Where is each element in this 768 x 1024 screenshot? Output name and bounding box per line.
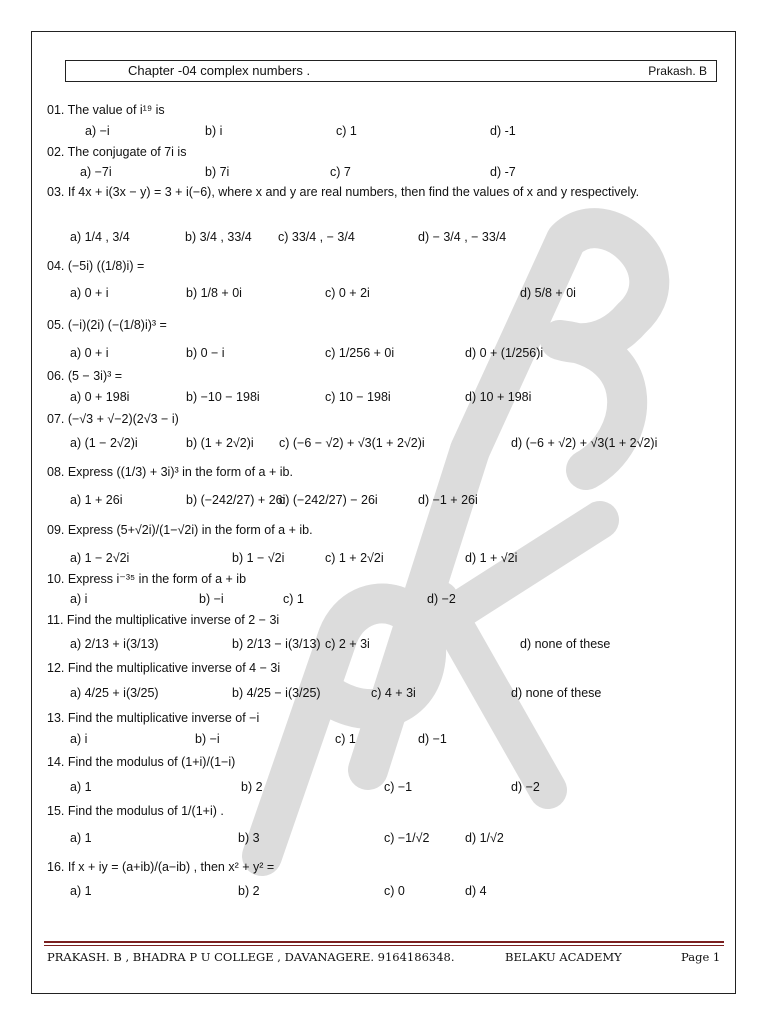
option-d: d) none of these [520, 637, 611, 651]
option-d: d) 4 [465, 884, 487, 898]
option-a: a) 0 + 198i [70, 390, 130, 404]
chapter-title: Chapter -04 complex numbers . [128, 63, 311, 78]
option-b: b) 2 [241, 780, 263, 794]
footer-divider [44, 945, 724, 946]
question-05: 05. (−i)(2i) (−(1/8)i)³ = [47, 318, 167, 332]
option-b: b) 2 [238, 884, 260, 898]
question-16: 16. If x + iy = (a+ib)/(a−ib) , then x² + y² = [47, 860, 275, 874]
author-name: Prakash. B [648, 64, 707, 78]
option-d: d) −1 [418, 732, 447, 746]
question-15: 15. Find the modulus of 1/(1+i) . [47, 804, 224, 818]
option-b: b) 3 [238, 831, 260, 845]
question-04: 04. (−5i) ((1/8)i) = [47, 259, 145, 273]
option-c: c) −1 [384, 780, 413, 794]
option-c: c) 2 + 3i [325, 637, 370, 651]
option-c: c) −1/√2 [384, 831, 430, 845]
footer-college: PRAKASH. B , BHADRA P U COLLEGE , DAVANAGERE. 9164186348. [47, 950, 455, 964]
option-a: a) i [70, 592, 88, 606]
option-d: d) none of these [511, 686, 602, 700]
question-13: 13. Find the multiplicative inverse of −i [47, 711, 260, 725]
option-c: c) 1 [283, 592, 304, 606]
option-c: c) 33/4 , − 3/4 [278, 230, 355, 244]
question-06: 06. (5 − 3i)³ = [47, 369, 123, 383]
option-b: b) −10 − 198i [186, 390, 260, 404]
option-d: d) -7 [490, 165, 516, 179]
option-b: b) 4/25 − i(3/25) [232, 686, 321, 700]
option-d: d) 5/8 + 0i [520, 286, 576, 300]
option-b: b) 7i [205, 165, 230, 179]
option-c: c) (−6 − √2) + √3(1 + 2√2)i [279, 436, 425, 450]
option-b: b) i [205, 124, 223, 138]
option-a: a) 1 [70, 831, 92, 845]
question-12: 12. Find the multiplicative inverse of 4 − 3i [47, 661, 281, 675]
footer-divider [44, 941, 724, 943]
option-d: d) − 3/4 , − 33/4 [418, 230, 507, 244]
question-08: 08. Express ((1/3) + 3i)³ in the form of a + ib. [47, 465, 293, 479]
option-d: d) (−6 + √2) + √3(1 + 2√2)i [511, 436, 658, 450]
option-a: a) 2/13 + i(3/13) [70, 637, 159, 651]
option-c: c) 1/256 + 0i [325, 346, 395, 360]
option-a: a) 0 + i [70, 346, 109, 360]
option-a: a) i [70, 732, 88, 746]
footer-page-number: Page 1 [681, 950, 721, 964]
option-a: a) 1 [70, 884, 92, 898]
option-a: a) 1 − 2√2i [70, 551, 130, 565]
option-d: d) 1/√2 [465, 831, 504, 845]
option-d: d) −1 + 26i [418, 493, 478, 507]
question-02: 02. The conjugate of 7i is [47, 145, 187, 159]
option-c: c) (−242/27) − 26i [279, 493, 378, 507]
option-b: b) 3/4 , 33/4 [185, 230, 252, 244]
option-a: a) 1 + 26i [70, 493, 123, 507]
question-01: 01. The value of i¹⁹ is [47, 103, 165, 117]
option-d: d) -1 [490, 124, 516, 138]
chapter-header [65, 60, 717, 82]
option-b: b) 0 − i [186, 346, 225, 360]
option-b: b) (−242/27) + 26i [186, 493, 286, 507]
option-d: d) 0 + (1/256)i [465, 346, 544, 360]
question-11: 11. Find the multiplicative inverse of 2 − 3i [47, 613, 280, 627]
option-a: a) −i [85, 124, 110, 138]
option-d: d) 10 + 198i [465, 390, 532, 404]
question-10: 10. Express i⁻³⁵ in the form of a + ib [47, 572, 247, 586]
page-frame [31, 31, 736, 994]
footer-academy: BELAKU ACADEMY [505, 950, 622, 964]
option-a: a) 0 + i [70, 286, 109, 300]
option-b: b) −i [195, 732, 220, 746]
option-c: c) 0 + 2i [325, 286, 370, 300]
option-b: b) 1 − √2i [232, 551, 285, 565]
option-a: a) 1/4 , 3/4 [70, 230, 130, 244]
option-c: c) 1 + 2√2i [325, 551, 384, 565]
option-d: d) −2 [511, 780, 540, 794]
option-c: c) 10 − 198i [325, 390, 391, 404]
question-03: 03. If 4x + i(3x − y) = 3 + i(−6), where x and y are real numbers, then find the values of x and y respectively. [47, 185, 640, 199]
option-c: c) 0 [384, 884, 405, 898]
option-c: c) 4 + 3i [371, 686, 416, 700]
option-c: c) 1 [336, 124, 357, 138]
option-a: a) 4/25 + i(3/25) [70, 686, 159, 700]
option-d: d) 1 + √2i [465, 551, 518, 565]
option-b: b) 2/13 − i(3/13) [232, 637, 321, 651]
option-b: b) 1/8 + 0i [186, 286, 242, 300]
option-d: d) −2 [427, 592, 456, 606]
question-09: 09. Express (5+√2i)/(1−√2i) in the form of a + ib. [47, 523, 313, 537]
option-b: b) −i [199, 592, 224, 606]
option-a: a) −7i [80, 165, 112, 179]
option-c: c) 1 [335, 732, 356, 746]
option-b: b) (1 + 2√2)i [186, 436, 254, 450]
option-a: a) (1 − 2√2)i [70, 436, 138, 450]
question-14: 14. Find the modulus of (1+i)/(1−i) [47, 755, 236, 769]
option-a: a) 1 [70, 780, 92, 794]
option-c: c) 7 [330, 165, 351, 179]
question-07: 07. (−√3 + √−2)(2√3 − i) [47, 412, 179, 426]
